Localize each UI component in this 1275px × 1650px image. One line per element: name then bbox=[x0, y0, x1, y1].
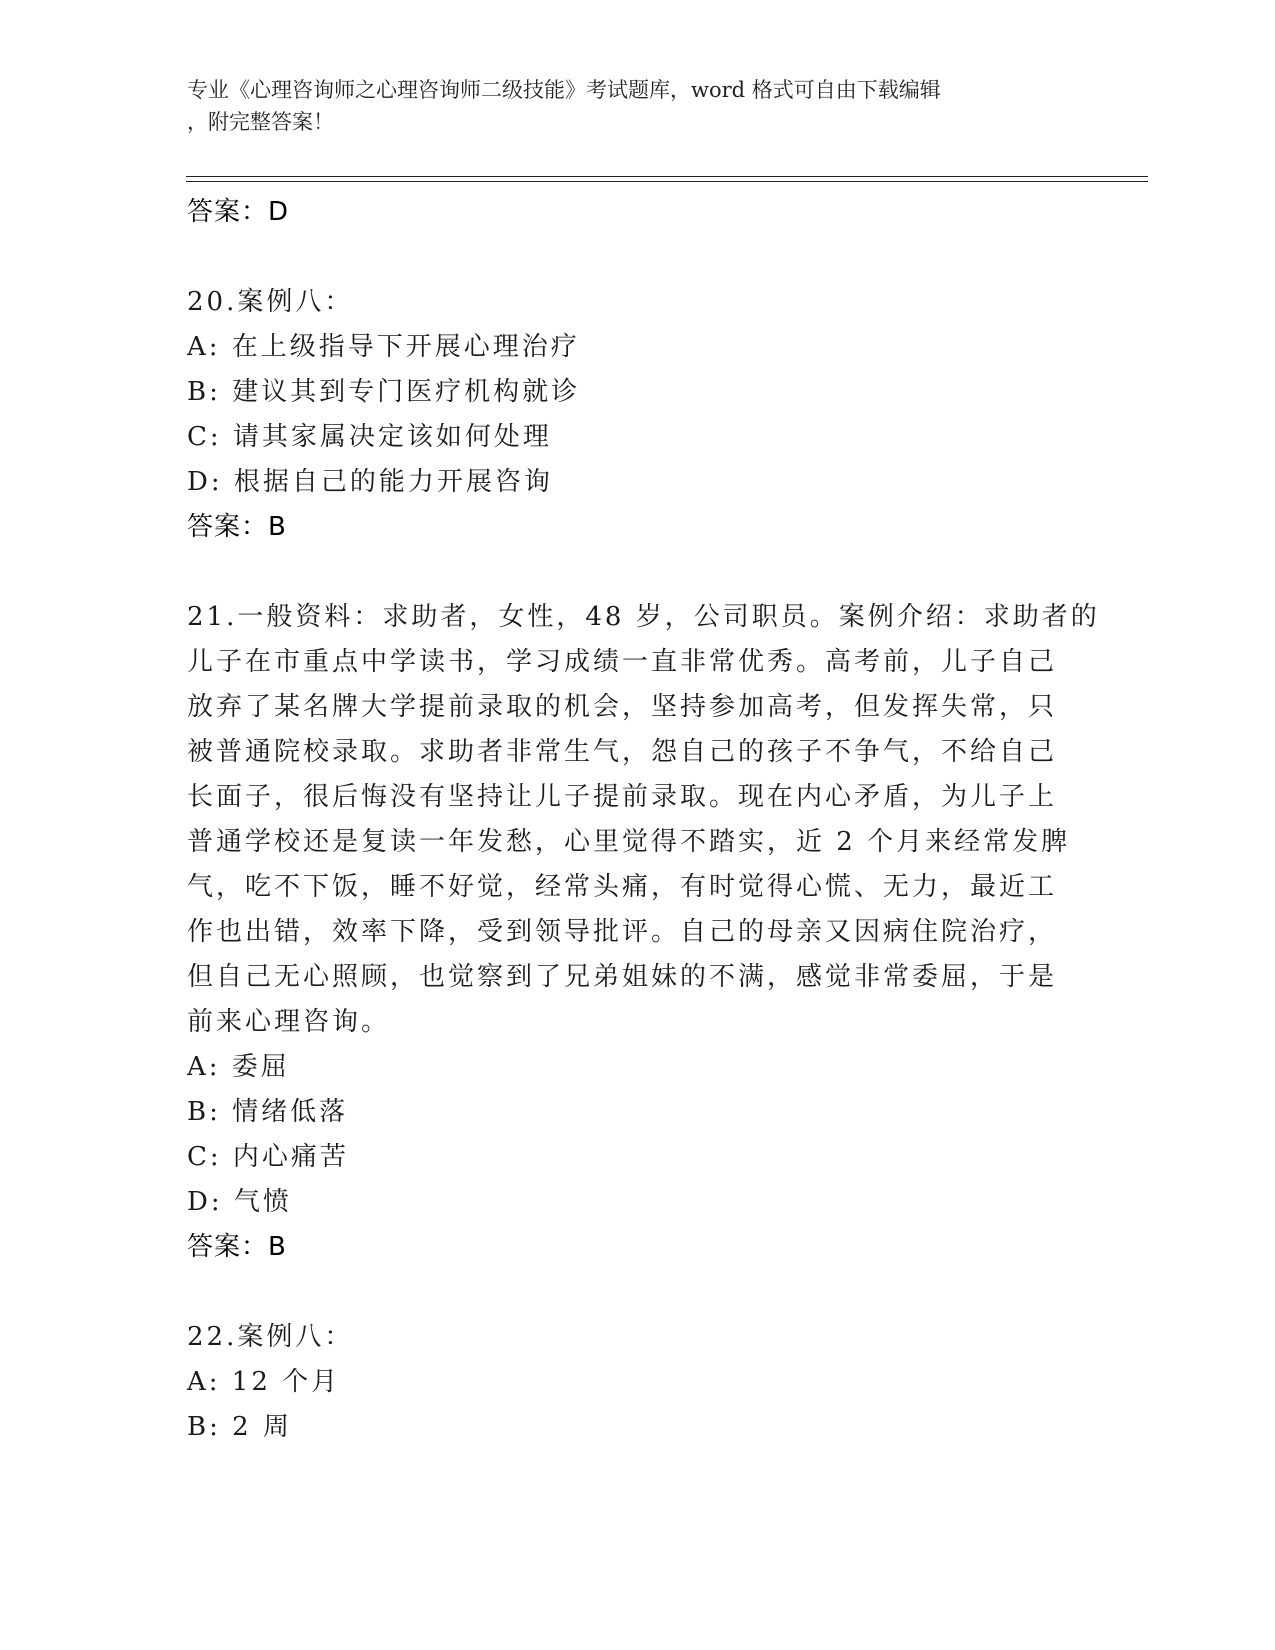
header-divider-top bbox=[186, 176, 1148, 177]
answer-19: 答案：D bbox=[187, 197, 290, 227]
option-a: A: 在上级指导下开展心理治疗 bbox=[187, 332, 580, 362]
question-stem-line: 长面子，很后悔没有坚持让儿子提前录取。现在内心矛盾，为儿子上 bbox=[187, 782, 1058, 812]
option-a: A: 委屈 bbox=[187, 1052, 290, 1082]
question-stem-line: 放弃了某名牌大学提前录取的机会，坚持参加高考，但发挥失常，只 bbox=[187, 692, 1058, 722]
option-d: D: 气愤 bbox=[187, 1187, 292, 1217]
header-note-line-2: ，附完整答案！ bbox=[187, 110, 334, 134]
question-22 bbox=[187, 1315, 1087, 1450]
header-note-line-1: 专业《心理咨询师之心理咨询师二级技能》考试题库，word 格式可自由下载编辑 bbox=[187, 78, 941, 102]
question-stem-line: 但自己无心照顾，也觉察到了兄弟姐妹的不满，感觉非常委屈，于是 bbox=[187, 962, 1058, 992]
option-c: C: 内心痛苦 bbox=[187, 1142, 349, 1172]
question-20 bbox=[187, 280, 1087, 549]
option-c: C: 请其家属决定该如何处理 bbox=[187, 422, 552, 452]
question-stem-line: 气，吃不下饭，睡不好觉，经常头痛，有时觉得心慌、无力，最近工 bbox=[187, 872, 1058, 902]
header-divider-bottom bbox=[186, 181, 1148, 182]
question-answer: 答案：B bbox=[187, 512, 287, 542]
option-b: B: 2 周 bbox=[187, 1412, 292, 1442]
question-stem-line: 作也出错，效率下降，受到领导批评。自己的母亲又因病住院治疗， bbox=[187, 917, 1058, 947]
document-header-note bbox=[187, 74, 1067, 138]
question-stem-line: 普通学校还是复读一年发愁，心里觉得不踏实，近 2 个月来经常发脾 bbox=[187, 827, 1071, 857]
question-stem-line: 被普通院校录取。求助者非常生气，怨自己的孩子不争气，不给自己 bbox=[187, 737, 1058, 767]
option-b: B: 建议其到专门医疗机构就诊 bbox=[187, 377, 581, 407]
question-stem-line: 21.一般资料：求助者，女性，48 岁，公司职员。案例介绍：求助者的 bbox=[187, 602, 1100, 632]
question-list bbox=[187, 190, 1100, 1450]
question-answer: 答案：B bbox=[187, 1232, 287, 1262]
option-b: B: 情绪低落 bbox=[187, 1097, 349, 1127]
question-stem-line: 前来心理咨询。 bbox=[187, 1007, 391, 1037]
question-21 bbox=[187, 595, 1100, 1269]
question-stem-line: 儿子在市重点中学读书，学习成绩一直非常优秀。高考前，儿子自己 bbox=[187, 647, 1058, 677]
question-stem: 20.案例八： bbox=[187, 287, 354, 317]
option-a: A: 12 个月 bbox=[187, 1367, 341, 1397]
question-stem: 22.案例八： bbox=[187, 1322, 354, 1352]
option-d: D: 根据自己的能力开展咨询 bbox=[187, 467, 553, 497]
